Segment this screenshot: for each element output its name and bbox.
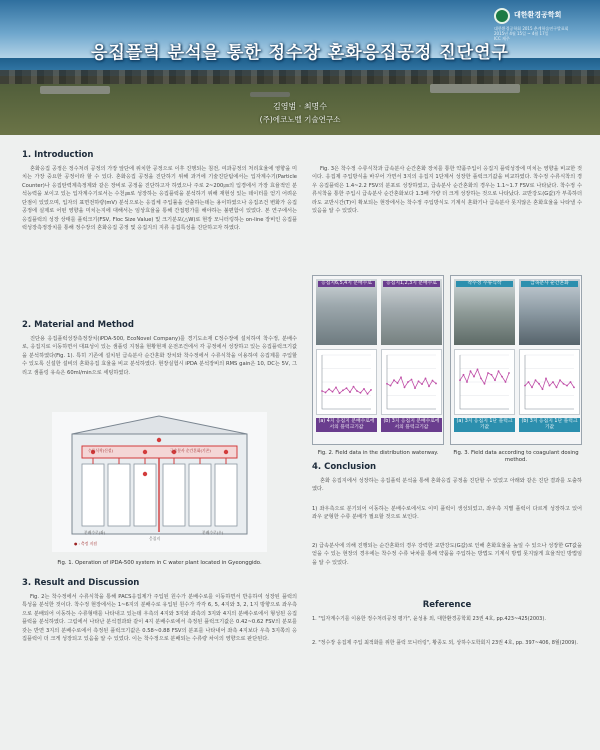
figure-2-caption: Fig. 2. Field data in the distribution waterway. [317,450,439,456]
conclusion-item-1: 1) 좌우측으로 분기되어 이동하는 분배수로에서도 이미 플럭이 생성되었고, 좌우측 지별 플럭이 다르게 성장하고 있어 좌우 균형한 수류 분배가 필요할 것으로 보인다. [312,506,582,521]
chart-point [524,385,526,387]
chart-point [393,379,395,381]
tank-5 [189,464,211,526]
fig2-photo-b [381,279,442,345]
fig2-chart-b [381,349,442,415]
sampling-point [157,438,161,442]
introduction-heading: 1. Introduction [22,150,94,160]
figure-1-caption: Fig. 1. Operation of iPDA-500 system in C water plant located in Gyeonggido. [57,560,262,566]
tank-2 [108,464,130,526]
figure-3-caption: Fig. 3. Field data according to coagulant dosing method. [453,450,579,464]
chart-point [466,381,468,383]
plant-roof [72,416,247,434]
chart-point [573,387,575,389]
chart-point [552,381,554,383]
chart-point [556,387,558,389]
reference-item-1: 1. "입자계수기를 이용한 정수처리공정 평가", 윤성용 외, 대한환경공학회 23권 4호, pp.423~425(2003). [312,616,546,622]
chart-point [498,370,500,372]
section-conclusion [312,462,582,494]
fig3-photo-b [519,279,580,345]
material-heading: 2. Material and Method [22,320,134,330]
fig2-photo-a-label: 응집지6,5,4지 분배수로 [318,281,375,287]
chart-point [559,379,561,381]
chart-point [528,381,530,383]
results-heading: 3. Result and Discussion [22,578,140,588]
header-structure [430,84,520,93]
results-text: Fig. 2는 착수정에서 수류식착을 통해 PACS응집제가 주입된 원수가 분배수로를 이동하면서 반응하여 성장된 플럭의 특성을 분석한 것이다. 착수정 현장에서는 1~6지의 분배수로 유입된 원수가 각각 6, 5, 4지와 3, 2, 1지 방향으로 좌우측으로 분배되어 이동하는 수류형태를 나타내고 있는데 우측의 4지와 3지와 좌측의 3지와 4지의 분배수로에서 형성된 응집플럭을 분석하였다. 그림에서 나타난 분석결과와 같이 4지 분배수로에서 측정된 플럭크기값은 0.42~0.62 FSV의 분포를 갖는 반면 3지의 분배수로에서 측정된 플럭크기값은 0.58~0.88 FSV의 분포를 나타내어 좌측 4지보다 우측 3지쪽의 응집플럭이 더 크게 성장되고 있음을 알 수 있었다. 이는 착수정으로 분배되는 수류량 차이의 영향으로 판단된다. [22,594,297,643]
label-flow-in: 수류식착(신설) [88,448,113,453]
chart-point [425,378,427,380]
chart-point [353,386,355,388]
chart-point [370,389,372,391]
chart-point [386,383,388,385]
fig2-chart-b-label: (b) 3지 응집지 분배수로에서의 플럭크기값 [381,418,442,432]
chart-point [349,391,351,393]
chart-point [397,382,399,384]
fig2-photo-a [316,279,377,345]
chart-point [339,392,341,394]
chart-point [491,374,493,376]
sampling-point [224,450,228,454]
chart-point [484,383,486,385]
chart-point [432,380,434,382]
fig2-chart-a-label: (a) 4지 응집지 분배수로에서의 플럭크기값 [316,418,377,432]
fig3-photo-b-label: 급속분사 순간혼화 [521,281,578,287]
chart-point [480,378,482,380]
chart-point [470,370,472,372]
fig2-chart-a-svg [317,350,376,414]
chart-point [360,392,362,394]
chart-point [531,387,533,389]
figure-2 [312,275,444,445]
conclusion-item-2: 2) 급속분사에 의해 진행되는 순간혼화의 경우 강력한 교반강도(G값)로 인해 혼화효율을 높일 수 있으나 성장한 GT값을 얻을 수 있는 현장의 경우에는 착수정 수류 낙차를 통해 약품을 주입하는 방법도 기계식 방법 못지않게 효율적인 방법임을 알 수 있었다. [312,543,582,566]
label-channel-left: 분배수로(좌) [84,530,106,535]
chart-point [487,372,489,374]
tank-4 [163,464,185,526]
reference-item-2: 2. "정수장 응집제 주입 최적화를 위한 플럭 모니터링", 황종도 외, 상하수도학회지 23권 4호, pp. 397~406, 8월(2009). [312,640,578,646]
label-tank: 응집지 [149,536,161,541]
fig3-chart-b-svg [520,350,579,414]
header-structure [250,92,290,97]
chart-point [404,387,406,389]
introduction-text: 혼화응집 공정은 정수처리 공정의 가장 앞단에 위치한 공정으로 이후 진행되는 침전, 여과공정의 처리효율에 영향을 미치는 가장 중요한 공정이라 할 수 있다. 혼화응집 공정을 진단하기 위해 과거에 기술진단팀에서는 입자계수기(Particle Counter)나 응집탄력계측정계와 같은 장비로 공정을 진단하고자 하였으나 주로 2~200㎛의 입경에서 가장 효율적인 분석능력을 보이고 있는 입자계수기로서는 수천㎛로 성장하는 응집플럭을 분석하기 위해 재현성 있는 데이터를 얻기 어려운 단점이 있었으며, 입자의 표면전하량(mV) 분석으로는 응집체 주입률을 산출하는데는 용이하였으나 응집조건 변화가 응집공정에 실제로 어떤 영향을 미치는지에 대해서는 임상효율을 통해 간접평가를 해야하는 불편함이 있었다. 본 연구에서는 응집플럭의 성장 상태를 플럭크기(FSV, Floc Size Value) 및 크기분포(△W)로 현장 모니터링하는 on-line 장비인 응집플럭성장측정장치를 통해 정수장의 혼화응집 공정 및 응집지의 지류 응집특성을 진단하고자 하였다. [22,166,297,231]
society-name: 대한환경공학회 [514,11,562,19]
material-text: 진단용 응집플럭성장측정장치(iPDA-500, EcoNovel Company)를 경기도소재 C정수장에 설치하여 착수정, 분배수로, 응집지로 이동하면서 대표성이 있는 샘플링 지점을 현황현재 운전조건에서 각 공정에서 성장하고 있는 응집플럭크기값을 분석하였다(Fig. 1). 특히 기존에 설치된 급속분사 순간혼화 장치와 착수정에서 수류식착을 이용하여 응집제를 주입할 수 있도록 신설한 설비의 혼화응집 효율을 비교 분석하였다. 현장실험시 iPDA 분석장비의 RMS gain은 10, DC는 5V, 그리고 샘플링 유속은 60ml/min으로 세팅하였다. [22,336,297,376]
chart-point [328,388,330,390]
chart-point [545,378,547,380]
chart-point [542,388,544,390]
conference-venue: ICC 제주 [494,36,510,41]
chart-point [428,385,430,387]
fig3-chart-a [454,349,515,415]
tank-6 [215,464,237,526]
chart-point [459,379,461,381]
results-continued-text: Fig. 3은 착수정 수류식착과 급속분사 순간혼화 장치를 통한 약품주입이 응집지 플럭성장에 미치는 영향을 비교한 것이다. 응집제 주입방식을 바꾸어 가면서 3지의 응집지 1단계서 성장한 플럭크기값을 비교하였다. 착수정 수류식착의 경우 응집플럭은 1.4~2.2 FSV의 분포로 성장하였고, 급속분사 순간혼화의 경우는 1.1~1.7 FSV로 나타났다. 착수정 수류식착을 통한 주입시 급속분사 순간혼화보다 1.3배 가량 더 크게 성장하는 것으로 나타났다. 교반강도(G값)가 부족하더라도 교반시간(T)이 확보되는 현장에서는 착수정 주입방식도 기계식 혼화기나 급속분사 못지않은 혼화효율을 나타낼 수 있음을 알 수 있었다. [312,166,582,215]
chart-point [563,383,565,385]
sampling-point [143,450,147,454]
label-mixer: 급속분사 순간혼화(기존) [170,448,211,453]
tank-1 [82,464,104,526]
chart-point [508,372,510,374]
chart-point [342,389,344,391]
conclusion-heading: 4. Conclusion [312,462,377,472]
chart-point [501,376,503,378]
chart-point [535,379,537,381]
fig3-photo-a [454,279,515,345]
sampling-point [143,472,147,476]
conference-date: 2015년 4월 15일 ~ 4월 17일 [494,31,549,36]
chart-point [494,379,496,381]
fig3-chart-a-label: (a) 3지 응집지 1단 플럭크기값 [454,418,515,432]
chart-point [363,388,365,390]
conference-line: 대한환경공학회 2015 춘계학술연구발표회 [494,26,569,31]
header-banner [0,0,600,135]
reference-heading: Reference [422,600,472,610]
authors: 김영범 · 최명수 [273,102,327,111]
fig3-chart-b-label: (b) 3지 응집지 1단 플럭크기값 [519,418,580,432]
chart-point [414,387,416,389]
chart-point [356,390,358,392]
chart-point [566,385,568,387]
chart-point [400,376,402,378]
section-introduction [22,150,297,232]
chart-point [538,383,540,385]
fig2-chart-b-svg [382,350,441,414]
chart-point [411,379,413,381]
section-results [22,578,297,644]
fig2-chart-a [316,349,377,415]
affiliation: (주)에코노벨 기술연구소 [259,115,341,124]
chart-point [367,393,369,395]
fig3-chart-b [519,349,580,415]
fig3-photo-a-label: 착수정 수류식착 [456,281,513,287]
chart-point [505,381,507,383]
chart-point [335,387,337,389]
chart-point [321,390,323,392]
figure-3 [450,275,582,445]
legend-sampling: ● : 측정 지점 [74,541,97,546]
society-emblem-icon [494,8,510,24]
chart-point [346,387,348,389]
chart-point [325,392,327,394]
chart-point [390,385,392,387]
society-logo [494,6,592,40]
chart-point [435,383,437,385]
conclusion-text: 혼화 응집지에서 성장하는 응집플럭 분석을 통해 혼화응집 공정을 진단할 수 있었고 아래와 같은 진단 결과를 도출하였다. [312,478,582,493]
figure-1 [52,412,267,552]
header-rocks [0,70,600,84]
fig3-chart-a-svg [455,350,514,414]
label-channel-right: 분배수로(우) [202,530,224,535]
chart-point [332,391,334,393]
chart-point [407,381,409,383]
fig2-photo-b-label: 응집지1,2,3지 분배수로 [383,281,440,287]
chart-point [463,374,465,376]
chart-point [421,383,423,385]
chart-point [418,380,420,382]
chart-point [570,381,572,383]
section-results-continued [312,165,582,216]
header-structure [40,86,110,94]
chart-point [549,385,551,387]
chart-point [477,369,479,371]
poster-title: 응집플럭 분석을 통한 정수장 혼화응집공정 진단연구 [91,43,509,63]
chart-point [473,376,475,378]
section-material [22,320,297,377]
